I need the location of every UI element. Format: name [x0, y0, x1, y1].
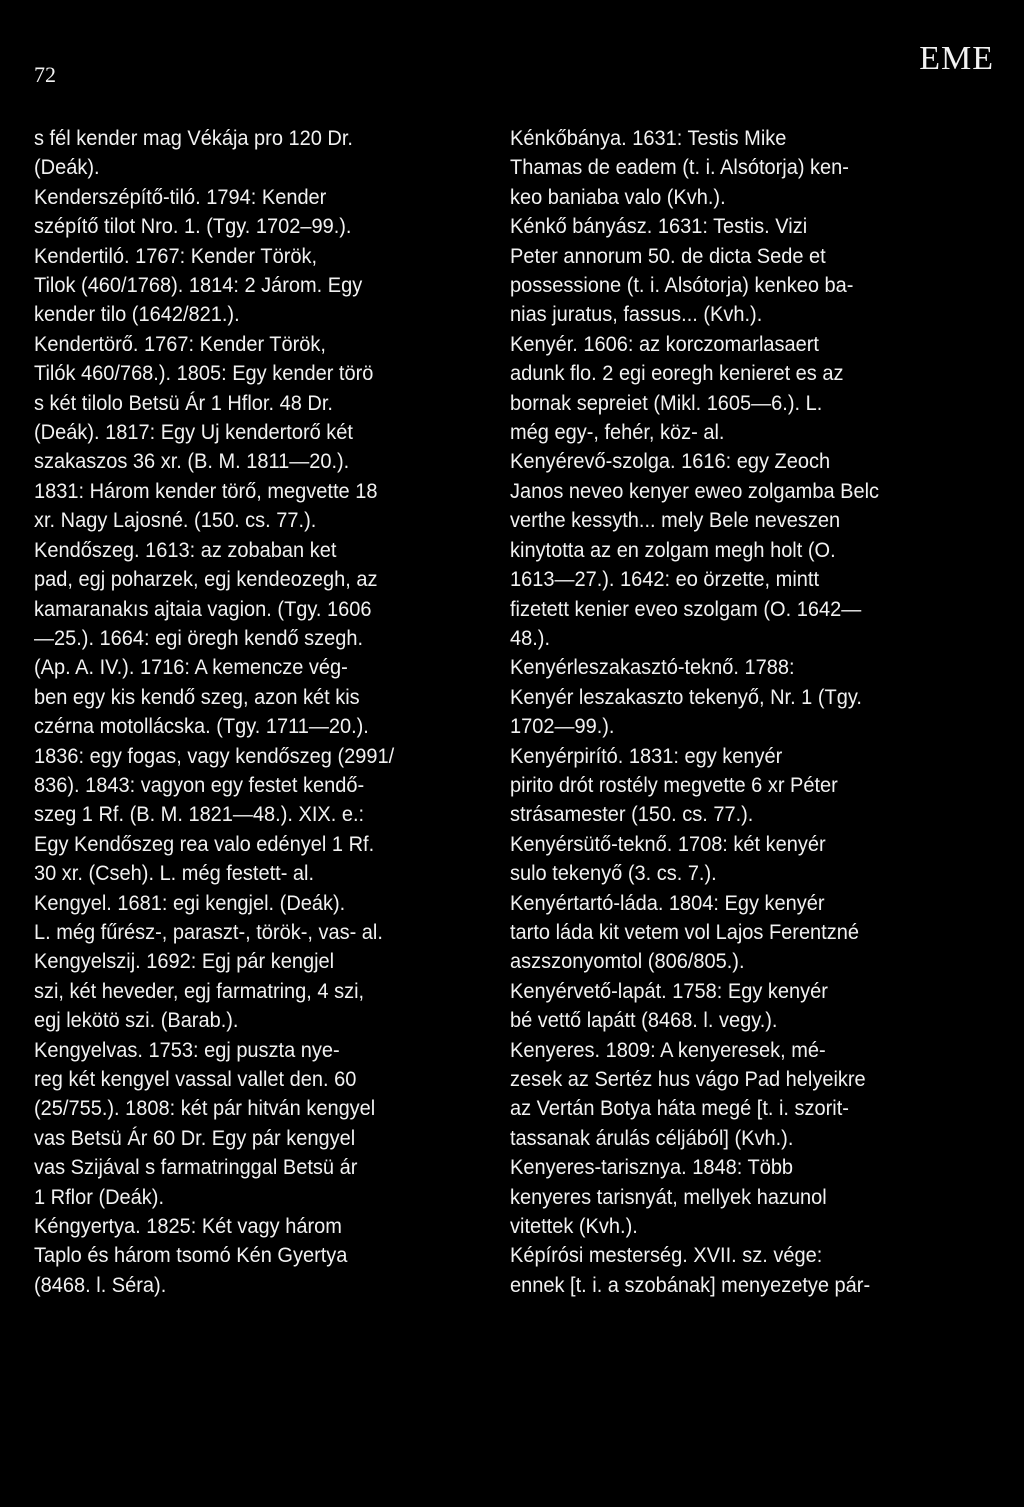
text-line: 1836: egy fogas, vagy kendőszeg (2991/	[34, 743, 395, 768]
text-line: Kenyérevő-szolga. 1616: egy Zeoch	[510, 449, 831, 474]
text-line: Kenyér leszakaszto tekenyő, Nr. 1 (Tgy.	[510, 684, 862, 709]
text-line: Peter annorum 50. de dicta Sede et	[510, 243, 826, 268]
text-line: (Deák).	[34, 155, 100, 180]
text-line: —25.). 1664: egi öregh kendő szegh.	[34, 625, 364, 650]
text-line: ennek [t. i. a szobának] menyezetye pár-	[510, 1272, 871, 1297]
text-line: egj lekötö szi. (Barab.).	[34, 1008, 239, 1033]
running-head: EME	[919, 40, 994, 77]
text-line: s két tilolo Betsü Ár 1 Hflor. 48 Dr.	[34, 390, 333, 415]
text-line: 1613—27.). 1642: eo örzette, mintt	[510, 567, 820, 592]
text-line: 48.).	[510, 625, 551, 650]
right-column	[510, 124, 947, 1300]
text-line: ben egy kis kendő szeg, azon két kis	[34, 684, 360, 709]
text-line: L. még fűrész-, paraszt-, török-, vas- al.	[34, 919, 383, 944]
text-line: Kenyeres. 1809: A kenyeresek, mé-	[510, 1037, 826, 1062]
text-line: fizetett kenier eveo szolgam (O. 1642—	[510, 596, 862, 621]
text-line: pirito drót rostély megvette 6 xr Péter	[510, 772, 838, 797]
text-line: 30 xr. (Cseh). L. még festett- al.	[34, 861, 315, 886]
text-line: Kengyel. 1681: egi kengjel. (Deák).	[34, 890, 346, 915]
text-line: kinytotta az en zolgam megh holt (O.	[510, 537, 836, 562]
text-line: vitettek (Kvh.).	[510, 1214, 638, 1239]
text-line: possessione (t. i. Alsótorja) kenkeo ba-	[510, 273, 854, 298]
text-line: vas Betsü Ár 60 Dr. Egy pár kengyel	[34, 1125, 356, 1150]
text-line: (Deák). 1817: Egy Uj kendertorő két	[34, 420, 353, 445]
text-line: (Ap. A. IV.). 1716: A kemencze vég-	[34, 655, 348, 680]
text-line: Egy Kendőszeg rea valo edényel 1 Rf.	[34, 831, 375, 856]
text-line: bornak sepreiet (Mikl. 1605—6.). L.	[510, 390, 823, 415]
text-line: az Vertán Botya háta megé [t. i. szorit-	[510, 1096, 849, 1121]
text-line: s fél kender mag Vékája pro 120 Dr.	[34, 126, 353, 150]
text-line: Kengyelvas. 1753: egj puszta nye-	[34, 1037, 340, 1062]
text-line: verthe kessyth... mely Bele neveszen	[510, 508, 841, 533]
text-line: Képírósi mesterség. XVII. sz. vége:	[510, 1243, 823, 1268]
text-line: bé vettő lapátt (8468. l. vegy.).	[510, 1008, 778, 1033]
text-line: szi, két heveder, egj farmatring, 4 szi,	[34, 978, 365, 1003]
text-line: Kendertörő. 1767: Kender Török,	[34, 331, 326, 356]
text-line: 1 Rflor (Deák).	[34, 1184, 165, 1209]
text-line: Kenyérvető-lapát. 1758: Egy kenyér	[510, 978, 828, 1003]
text-line: (25/755.). 1808: két pár hitván kengyel	[34, 1096, 376, 1121]
text-line: czérna motollácska. (Tgy. 1711—20.).	[34, 714, 369, 739]
text-line: Tilok (460/1768). 1814: 2 Járom. Egy	[34, 273, 363, 298]
text-line: zesek az Sertéz hus vágo Pad helyeikre	[510, 1067, 866, 1091]
text-line: 1702—99.).	[510, 714, 615, 739]
text-line: pad, egj poharzek, egj kendeozegh, az	[34, 567, 378, 592]
text-line: kender tilo (1642/821.).	[34, 302, 240, 327]
text-line: Kenyér. 1606: az korczomarlasaert	[510, 331, 819, 356]
text-line: adunk flo. 2 egi eoregh kenieret es az	[510, 361, 844, 386]
text-line: strásamester (150. cs. 77.).	[510, 802, 754, 827]
text-line: Taplo és három tsomó Kén Gyertya	[34, 1243, 348, 1268]
text-line: sulo tekenyő (3. cs. 7.).	[510, 861, 717, 886]
text-line: (8468. l. Séra).	[34, 1272, 167, 1297]
text-line: vas Szijával s farmatringgal Betsü ár	[34, 1155, 358, 1180]
text-line: kenyeres tarisnyát, mellyek hazunol	[510, 1184, 827, 1209]
text-line: Kénkő bányász. 1631: Testis. Vizi	[510, 214, 808, 239]
text-line: Kengyelszij. 1692: Egj pár kengjel	[34, 949, 335, 974]
text-line: aszszonyomtol (806/805.).	[510, 949, 745, 974]
text-line: tassanak árulás céljából] (Kvh.).	[510, 1125, 794, 1150]
text-line: még egy-, fehér, köz- al.	[510, 420, 725, 445]
left-column	[34, 124, 471, 1300]
text-line: Kenyérleszakasztó-teknő. 1788:	[510, 655, 795, 680]
text-line: szépítő tilot Nro. 1. (Tgy. 1702–99.).	[34, 214, 352, 239]
text-line: 836). 1843: vagyon egy festet kendő-	[34, 772, 365, 797]
text-line: Kenyeres-tarisznya. 1848: Több	[510, 1155, 794, 1180]
text-line: szeg 1 Rf. (B. M. 1821—48.). XIX. e.:	[34, 802, 365, 827]
text-line: Kenderszépítő-tiló. 1794: Kender	[34, 184, 327, 209]
text-line: kamaranakıs ajtaia vagion. (Tgy. 1606	[34, 596, 372, 621]
text-line: Janos neveo kenyer eweo zolgamba Belc	[510, 478, 880, 503]
text-line: Kendőszeg. 1613: az zobaban ket	[34, 537, 337, 562]
text-line: Kénkőbánya. 1631: Testis Mike	[510, 126, 787, 150]
text-line: Kenyértartó-láda. 1804: Egy kenyér	[510, 890, 825, 915]
text-line: tarto láda kit vetem vol Lajos Ferentzné	[510, 919, 859, 944]
text-line: nias juratus, fassus... (Kvh.).	[510, 302, 763, 327]
text-line: keo baniaba valo (Kvh.).	[510, 184, 726, 209]
text-line: Kéngyertya. 1825: Két vagy három	[34, 1214, 342, 1239]
text-line: Kenyérsütő-teknő. 1708: két kenyér	[510, 831, 826, 856]
text-line: Tilók 460/768.). 1805: Egy kender törö	[34, 361, 374, 386]
text-line: 1831: Három kender törő, megvette 18	[34, 478, 378, 503]
page-number: 72	[34, 62, 56, 87]
text-line: Kenyérpirító. 1831: egy kenyér	[510, 743, 783, 768]
text-line: szakaszos 36 xr. (B. M. 1811—20.).	[34, 449, 350, 474]
text-line: Kendertiló. 1767: Kender Török,	[34, 243, 318, 268]
text-line: xr. Nagy Lajosné. (150. cs. 77.).	[34, 508, 317, 533]
text-line: Thamas de eadem (t. i. Alsótorja) ken-	[510, 155, 849, 180]
text-line: reg két kengyel vassal vallet den. 60	[34, 1067, 357, 1091]
